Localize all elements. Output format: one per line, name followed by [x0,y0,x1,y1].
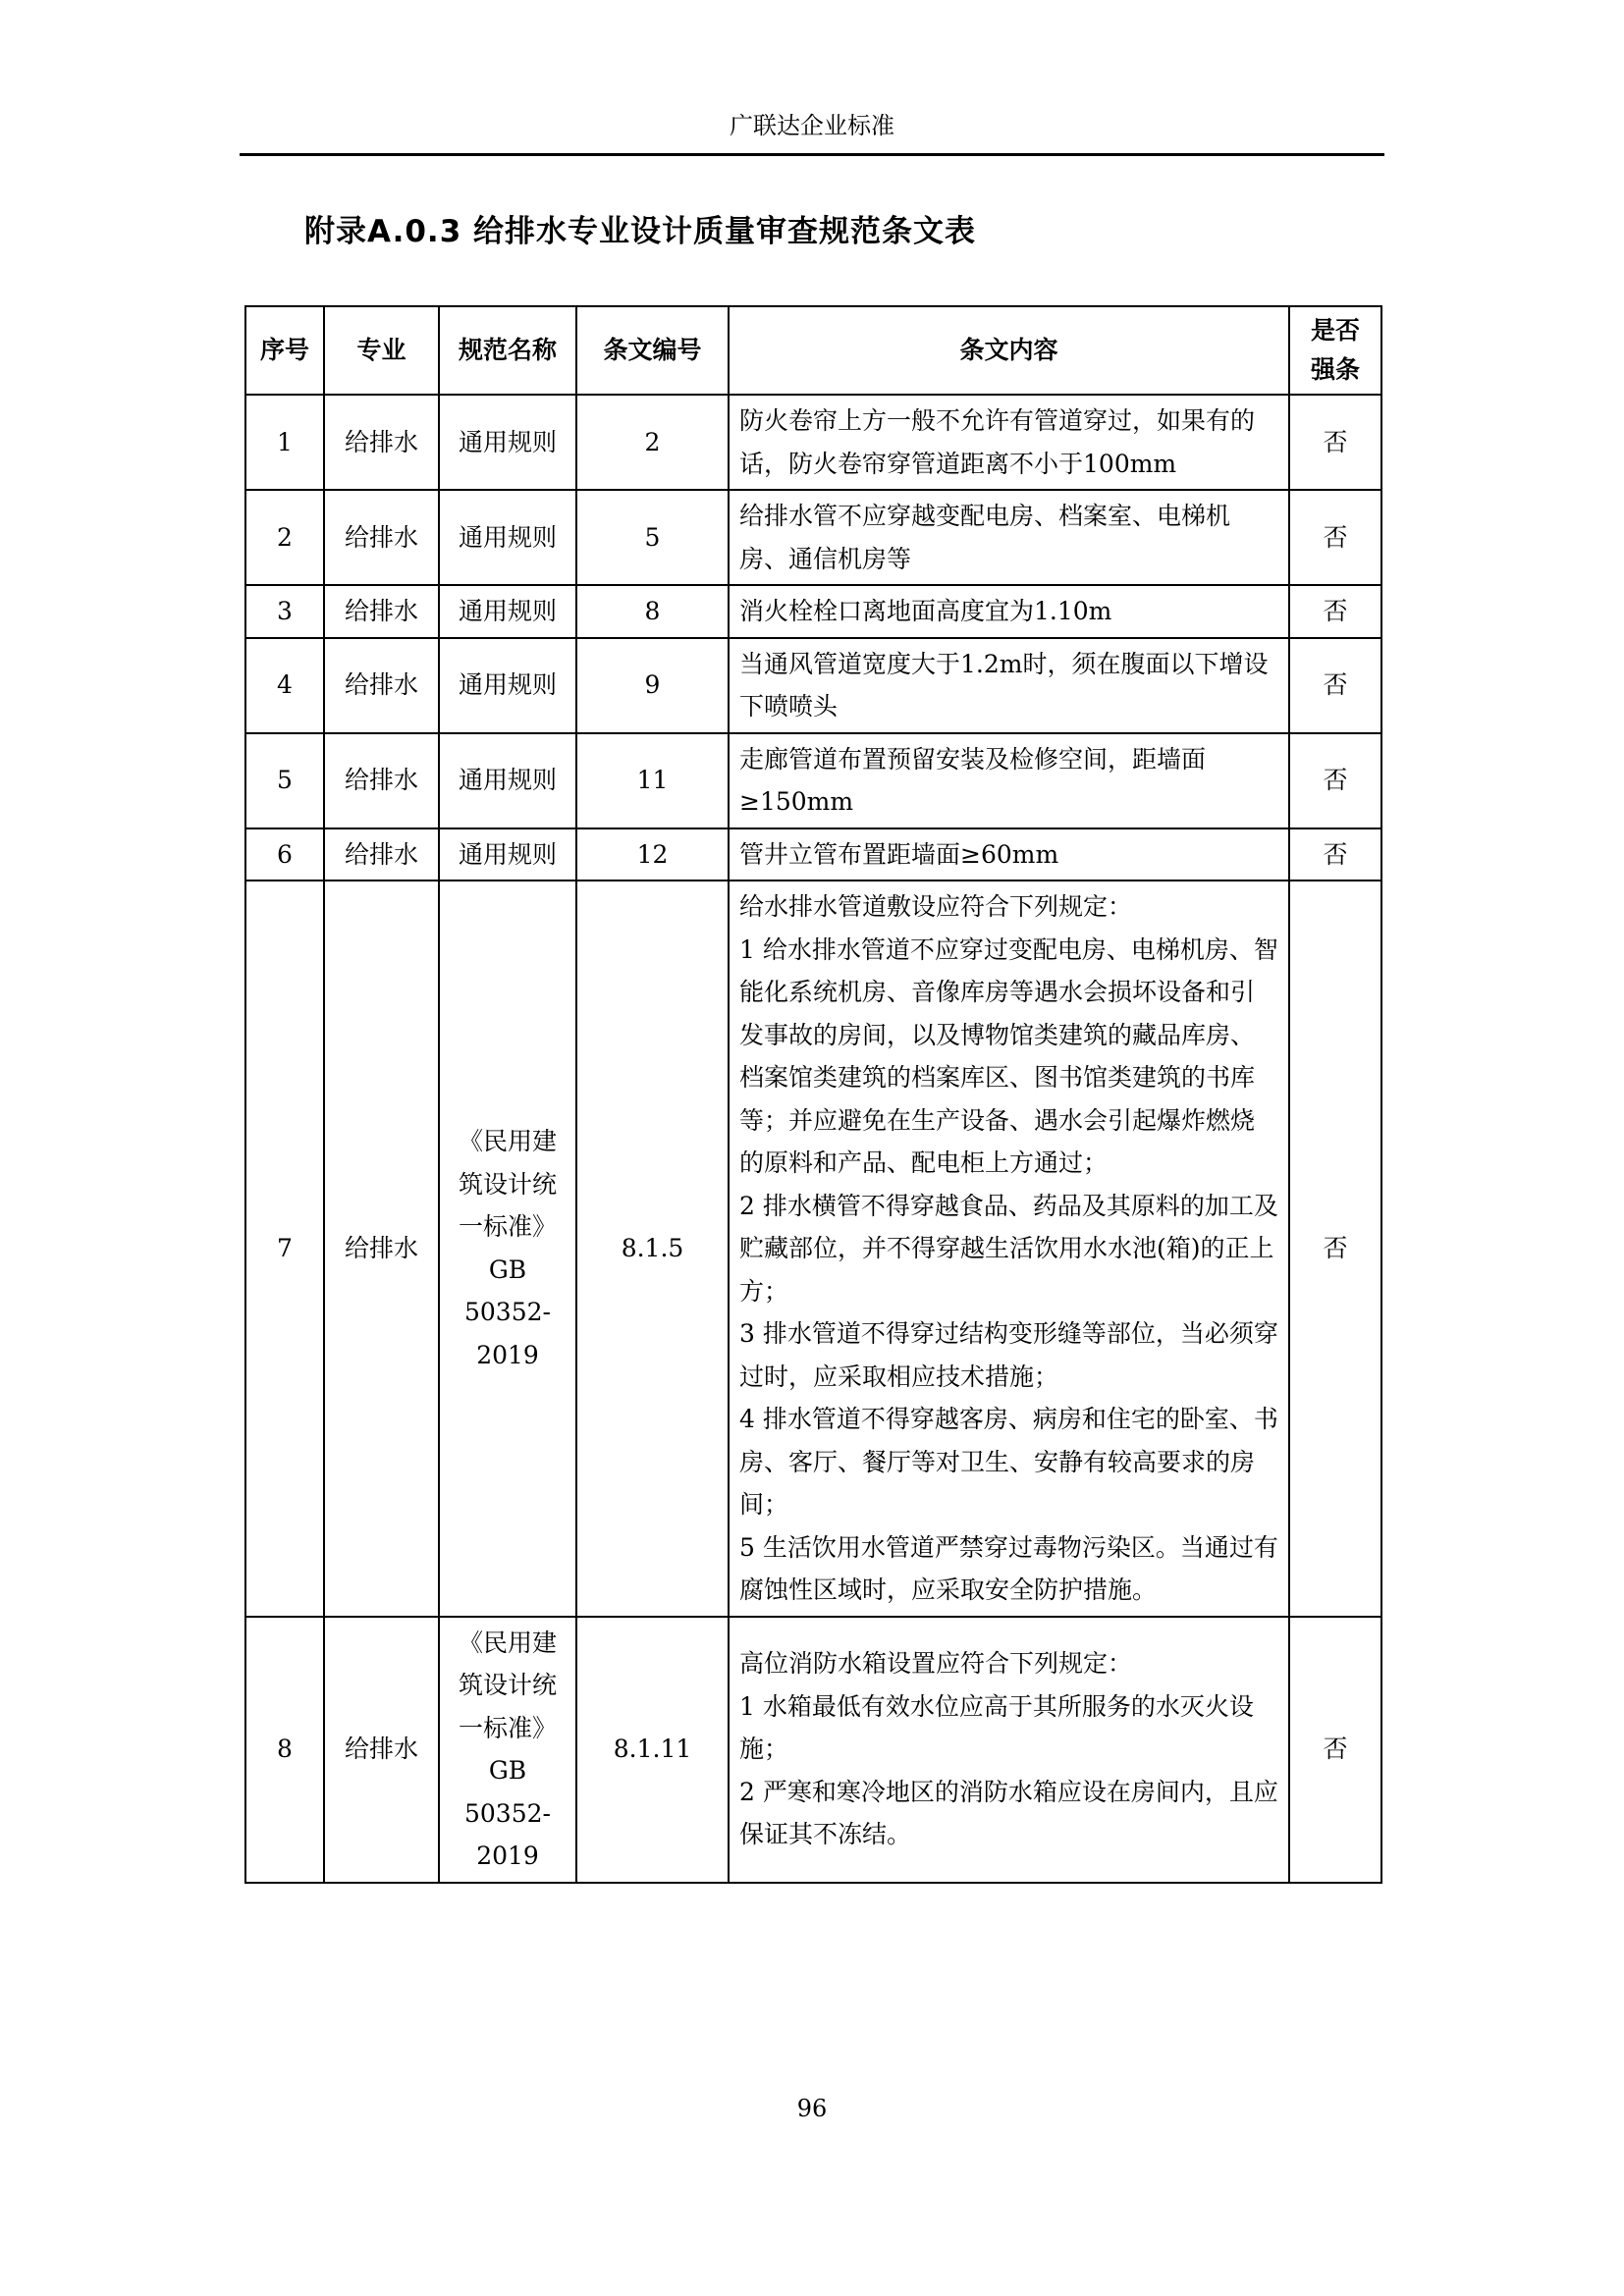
cell-standard: 通用规则 [439,733,576,828]
cell-seq: 5 [245,733,324,828]
cell-mandatory: 否 [1289,585,1381,638]
col-header-standard: 规范名称 [439,306,576,395]
cell-mandatory: 否 [1289,1617,1381,1883]
content-line: 2 严寒和寒冷地区的消防水箱应设在房间内，且应保证其不冻结。 [739,1777,1278,1849]
cell-major: 给排水 [324,1617,439,1883]
cell-mandatory: 否 [1289,490,1381,585]
content-line: 3 排水管道不得穿过结构变形缝等部位，当必须穿过时，应采取相应技术措施； [739,1319,1278,1391]
content-line: 管井立管布置距墙面≥60mm [739,839,1059,869]
table-row [245,490,1381,585]
cell-clause-no: 8 [576,585,729,638]
cell-mandatory: 否 [1289,733,1381,828]
cell-seq: 4 [245,638,324,733]
content-line: 4 排水管道不得穿越客房、病房和住宅的卧室、书房、客厅、餐厅等对卫生、安静有较高要求的房间； [739,1405,1278,1519]
cell-clause-no: 8.1.11 [576,1617,729,1883]
col-header-mandatory: 是否强条 [1289,306,1381,395]
spec-table [244,305,1382,1884]
content-line: 当通风管道宽度大于1.2m时，须在腹面以下增设下喷喷头 [739,649,1269,721]
content-line: 1 水箱最低有效水位应高于其所服务的水灭火设施； [739,1691,1254,1764]
cell-standard: 通用规则 [439,395,576,490]
col-header-clause-no: 条文编号 [576,306,729,395]
cell-clause-no: 2 [576,395,729,490]
cell-standard: 通用规则 [439,638,576,733]
cell-clause-no: 11 [576,733,729,828]
cell-seq: 2 [245,490,324,585]
cell-content [729,490,1289,585]
cell-seq: 1 [245,395,324,490]
cell-mandatory: 否 [1289,881,1381,1617]
table-row [245,395,1381,490]
col-header-content: 条文内容 [729,306,1289,395]
table-header-row [245,306,1381,395]
cell-clause-no: 5 [576,490,729,585]
content-line: 2 排水横管不得穿越食品、药品及其原料的加工及贮藏部位，并不得穿越生活饮用水水池(箱)的正上方； [739,1191,1278,1306]
content-line: 给水排水管道敷设应符合下列规定： [739,892,1133,921]
cell-standard: 通用规则 [439,490,576,585]
table-row [245,733,1381,828]
table-row [245,828,1381,881]
col-header-seq: 序号 [245,306,324,395]
content-line: 防火卷帘上方一般不允许有管道穿过，如果有的话，防火卷帘穿管道距离不小于100mm [739,406,1256,478]
content-line: 走廊管道布置预留安装及检修空间，距墙面≥150mm [739,744,1207,816]
cell-content [729,638,1289,733]
page-title: 附录A.0.3 给排水专业设计质量审查规范条文表 [304,214,977,249]
cell-content [729,733,1289,828]
cell-content [729,881,1289,1617]
content-line: 消火栓栓口离地面高度宜为1.10m [739,597,1112,625]
cell-clause-no: 8.1.5 [576,881,729,1617]
content-line: 高位消防水箱设置应符合下列规定： [739,1649,1133,1679]
cell-seq: 8 [245,1617,324,1883]
content-line: 给排水管不应穿越变配电房、档案室、电梯机房、通信机房等 [739,502,1231,573]
cell-standard: 《民用建筑设计统一标准》GB 50352-2019 [439,881,576,1617]
table-row [245,1617,1381,1883]
cell-major: 给排水 [324,638,439,733]
page-header: 广联达企业标准 [240,98,1384,156]
cell-content [729,828,1289,881]
col-header-major: 专业 [324,306,439,395]
cell-content [729,1617,1289,1883]
cell-standard: 《民用建筑设计统一标准》GB 50352-2019 [439,1617,576,1883]
cell-seq: 6 [245,828,324,881]
cell-major: 给排水 [324,395,439,490]
cell-mandatory: 否 [1289,828,1381,881]
content-line: 1 给水排水管道不应穿过变配电房、电梯机房、智能化系统机房、音像库房等遇水会损坏设备和引发事故的房间，以及博物馆类建筑的藏品库房、档案馆类建筑的档案库区、图书馆类建筑的书库等；并应避免在生产设备、遇水会引起爆炸燃烧的原料和产品、配电柜上方通过； [739,934,1278,1177]
cell-mandatory: 否 [1289,395,1381,490]
cell-clause-no: 9 [576,638,729,733]
cell-major: 给排水 [324,733,439,828]
cell-major: 给排水 [324,490,439,585]
cell-standard: 通用规则 [439,828,576,881]
cell-major: 给排水 [324,585,439,638]
content-line: 5 生活饮用水管道严禁穿过毒物污染区。当通过有腐蚀性区域时，应采取安全防护措施。 [739,1532,1278,1604]
table-row [245,585,1381,638]
cell-seq: 7 [245,881,324,1617]
cell-mandatory: 否 [1289,638,1381,733]
cell-major: 给排水 [324,881,439,1617]
table-row [245,638,1381,733]
cell-major: 给排水 [324,828,439,881]
cell-content [729,585,1289,638]
table-row [245,881,1381,1617]
cell-standard: 通用规则 [439,585,576,638]
page-number: 96 [796,2095,828,2122]
cell-seq: 3 [245,585,324,638]
cell-clause-no: 12 [576,828,729,881]
cell-content [729,395,1289,490]
